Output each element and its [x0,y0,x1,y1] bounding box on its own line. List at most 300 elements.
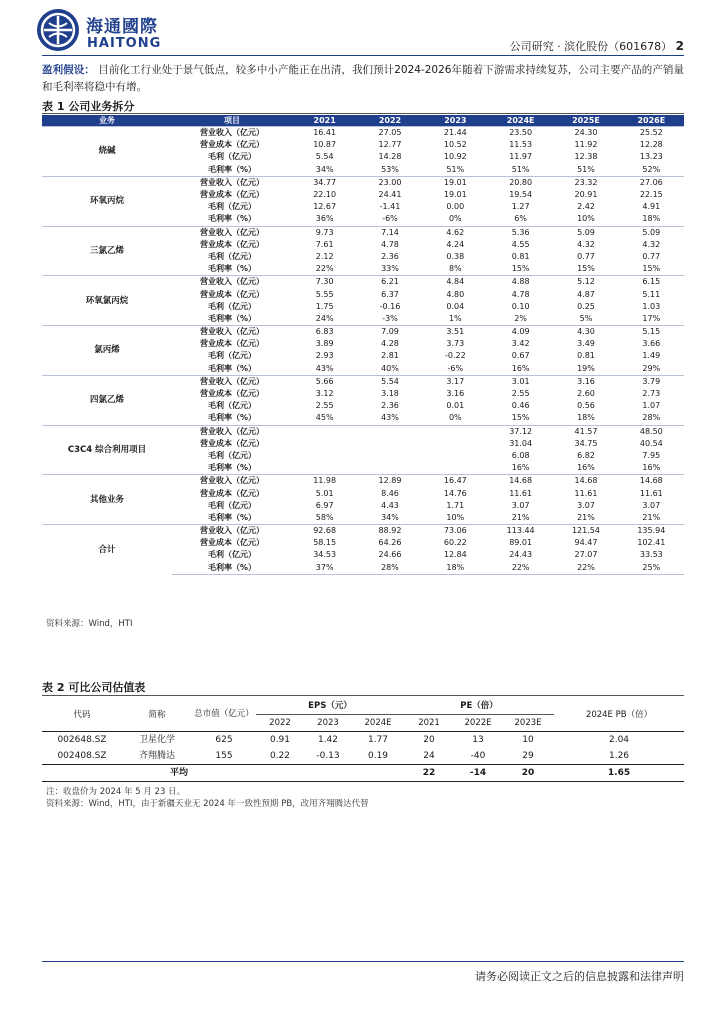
value-cell: 6.82 [577,450,595,460]
eps-value: 0.19 [352,748,404,765]
header-rule [42,55,684,56]
value-cell: 4.62 [423,226,488,239]
value-cell: 14.76 [443,488,467,498]
value-cell: 5.36 [488,226,553,239]
item-label: 毛利率（%） [207,512,256,522]
stock-name: 卫星化学 [138,735,175,745]
value-cell: 8.46 [381,488,399,498]
eps-value: -0.13 [304,748,352,765]
value-cell: 34% [381,512,399,522]
assumption-text: 目前化工行业处于景气低点，较多中小产能正在出清，我们预计2024-2026年随着下游需求持续复苏，公司主要产品的产销量和毛利率将稳中有增。 [42,64,685,93]
table1-header-row [42,115,684,127]
value-cell: 3.79 [619,375,684,388]
value-cell: 4.84 [423,276,488,289]
value-cell: 5.55 [315,289,334,299]
item-label: 营业收入（亿元） [172,425,292,438]
value-cell: 2.60 [577,389,595,399]
pe-value: 20 [423,735,435,745]
value-cell [423,425,488,438]
value-cell: 4.78 [511,289,530,299]
value-cell: 4.24 [446,239,465,249]
item-label: 毛利（亿元） [208,401,256,411]
item-label: 毛利（亿元） [208,550,256,560]
segment-name: 环氧丙烷 [42,176,172,226]
average-pb: 1.65 [554,765,684,782]
value-cell: 53% [381,164,399,174]
table-row [42,425,684,438]
segment-name: 合计 [42,525,172,575]
value-cell: 14.68 [553,475,618,488]
value-cell: 12.89 [357,475,422,488]
value-cell: 3.42 [511,339,530,349]
value-cell: 13.23 [639,152,663,162]
footer-disclaimer: 请务必阅读正文之后的信息披露和法律声明 [475,970,684,983]
item-label: 营业成本（亿元） [200,538,264,548]
value-cell: 3.49 [577,339,595,349]
value-cell: 8% [448,264,462,274]
item-label: 毛利（亿元） [208,301,256,311]
value-cell: 41.57 [553,425,618,438]
value-cell: 1.07 [642,401,661,411]
value-cell: 48.50 [619,425,684,438]
eps-value: 0.91 [269,735,291,745]
value-cell: 4.55 [511,239,530,249]
table1-caption-rule [42,113,684,114]
footer-rule [42,961,684,962]
value-cell: 45% [315,413,334,423]
value-cell: 0.77 [642,251,661,261]
value-cell: 25% [619,562,684,575]
value-cell: 4.87 [577,289,595,299]
value-cell: 5.09 [553,226,618,239]
haitong-logo [36,8,176,52]
value-cell: 6.15 [619,276,684,289]
value-cell: 16.41 [292,127,357,140]
stock-code: 002408.SZ [42,748,122,765]
haitong-logo-icon [36,8,80,52]
value-cell: 5.66 [292,375,357,388]
value-cell: 135.94 [619,525,684,538]
value-cell: 40.54 [639,438,663,448]
value-cell: 58% [315,512,334,522]
item-label: 毛利率（%） [207,413,256,423]
table1-header-cell: 2023 [423,115,488,127]
value-cell: 36% [315,214,334,224]
item-label: 营业收入（亿元） [172,375,292,388]
item-label: 毛利率（%） [207,313,256,323]
value-cell: 0.25 [577,301,595,311]
value-cell: 18% [423,562,488,575]
value-cell: 23.50 [488,127,553,140]
market-cap: 155 [192,748,256,765]
segment-name: 烧碱 [42,127,172,177]
value-cell: 4.88 [488,276,553,289]
table2-caption-rule [42,695,684,696]
item-label: 毛利率（%） [207,164,256,174]
item-label: 营业成本（亿元） [200,190,264,200]
value-cell: 94.47 [574,538,598,548]
value-cell: 121.54 [553,525,618,538]
value-cell: 6.37 [381,289,399,299]
pe-year: 2021 [404,715,454,732]
value-cell: 51% [577,164,595,174]
table-row [42,226,684,239]
value-cell: 7.14 [357,226,422,239]
value-cell: 0.56 [577,401,595,411]
value-cell: 51% [446,164,465,174]
value-cell: 21.44 [423,127,488,140]
value-cell: 11.61 [509,488,533,498]
table-row [42,326,684,339]
value-cell: 2.36 [381,251,399,261]
table-row [42,127,684,140]
value-cell: 24.41 [378,190,402,200]
value-cell: 0.46 [511,401,530,411]
value-cell: 16% [642,463,661,473]
value-cell: 3.01 [488,375,553,388]
value-cell: 60.22 [443,538,467,548]
value-cell: 11.92 [574,140,598,150]
value-cell: 37.12 [488,425,553,438]
item-label: 营业成本（亿元） [200,239,264,249]
eps-value: 1.77 [367,735,389,745]
value-cell: 10.92 [443,152,467,162]
eps-year: 2023 [304,715,352,732]
value-cell: 11.61 [639,488,663,498]
col-pb: 2024E PB（倍） [554,698,684,732]
value-cell [423,438,488,450]
item-label: 营业收入（亿元） [172,326,292,339]
value-cell: 11.61 [574,488,598,498]
table1-source: 资料来源：Wind，HTI [46,619,133,629]
value-cell: 1.75 [315,301,334,311]
table1-header-cell: 2024E [488,115,553,127]
segment-name: 环氧氯丙烷 [42,276,172,326]
value-cell: 16% [511,463,530,473]
empty-cell [256,765,304,782]
eps-year: 2024E [352,715,404,732]
value-cell: 88.92 [357,525,422,538]
table-row [42,375,684,388]
value-cell: 6.97 [315,500,334,510]
value-cell: 64.26 [378,538,402,548]
value-cell: 0.00 [446,202,465,212]
value-cell: 22.10 [313,190,337,200]
value-cell: 2.55 [315,401,334,411]
value-cell: 4.32 [642,239,661,249]
value-cell: 0.38 [446,251,465,261]
segment-name: 四氯乙烯 [42,375,172,425]
value-cell: 1.71 [446,500,465,510]
value-cell: 4.43 [381,500,399,510]
market-cap: 625 [215,735,233,745]
item-label: 毛利率（%） [207,363,256,373]
col-pe: PE（倍） [404,698,554,715]
value-cell: 18% [577,413,595,423]
header-text: 公司研究 · 滨化股份（601678） [509,40,673,53]
value-cell: 22% [553,562,618,575]
segment-name: 氯丙烯 [42,326,172,376]
value-cell: 6.08 [511,450,530,460]
value-cell: 29% [642,363,661,373]
value-cell: 4.30 [553,326,618,339]
eps-value: 0.22 [256,748,304,765]
value-cell: 2.36 [381,401,399,411]
table2-source: 资料来源：Wind，HTI，由于新疆天业无 2024 年一致性预期 PB，改用齐翔腾达代替 [46,799,369,809]
value-cell: 3.16 [446,389,465,399]
value-cell: 5.01 [315,488,334,498]
value-cell: 25.52 [619,127,684,140]
value-cell: 21% [511,512,530,522]
brand-name-cn: 海通國際 [86,17,158,37]
segment-name: C3C4 综合利用项目 [42,425,172,475]
value-cell: 43% [315,363,334,373]
value-cell: 113.44 [488,525,553,538]
item-label: 营业成本（亿元） [200,438,264,448]
value-cell: 24.43 [509,550,533,560]
pe-value: 10 [522,735,534,745]
profit-assumption [42,62,684,96]
table2-caption: 表 2 可比公司估值表 [42,681,146,694]
value-cell: 27.05 [357,127,422,140]
value-cell: 73.06 [423,525,488,538]
value-cell: 4.09 [488,326,553,339]
valuation-table [42,698,684,782]
value-cell [357,450,422,462]
value-cell: 3.07 [642,500,661,510]
value-cell: 14.68 [619,475,684,488]
value-cell: 2.73 [642,389,661,399]
value-cell: 27.07 [574,550,598,560]
value-cell: 4.28 [381,339,399,349]
value-cell: 58.15 [313,538,337,548]
value-cell: 3.16 [553,375,618,388]
item-label: 营业收入（亿元） [172,226,292,239]
value-cell [292,450,357,462]
value-cell: 28% [357,562,422,575]
table1-header-cell: 2025E [553,115,618,127]
value-cell: 16% [511,363,530,373]
value-cell: -1.41 [379,202,401,212]
value-cell: 17% [642,313,661,323]
item-label: 营业收入（亿元） [172,276,292,289]
value-cell [423,450,488,462]
value-cell: 4.78 [381,239,399,249]
pb-value: 1.26 [554,748,684,765]
value-cell: 15% [511,264,530,274]
item-label: 营业成本（亿元） [200,339,264,349]
value-cell: 5% [579,313,593,323]
value-cell: 5.11 [642,289,661,299]
item-label: 营业成本（亿元） [200,389,264,399]
item-label: 毛利率（%） [207,214,256,224]
table1-header-cell: 2022 [357,115,422,127]
value-cell: 7.95 [642,450,661,460]
item-label: 营业成本（亿元） [200,289,264,299]
pe-value: 13 [472,735,484,745]
value-cell: 0% [448,214,462,224]
value-cell: 18% [642,214,661,224]
value-cell: 6.83 [292,326,357,339]
table-row [42,176,684,189]
value-cell: 4.80 [446,289,465,299]
pe-value: 24 [404,748,454,765]
average-row [42,765,684,782]
value-cell: 92.68 [292,525,357,538]
pe-year: 2023E [502,715,554,732]
value-cell: -6% [382,214,398,224]
value-cell: 28% [642,413,661,423]
value-cell: 19.01 [423,176,488,189]
value-cell: 5.54 [315,152,334,162]
value-cell: -0.22 [444,351,466,361]
value-cell: 24% [315,313,334,323]
col-market-cap: 总市值（亿元） [192,698,256,732]
value-cell: 15% [577,264,595,274]
value-cell: 19.01 [443,190,467,200]
value-cell: 0.01 [446,401,465,411]
table1-header-cell: 业务 [42,115,172,127]
value-cell: 4.91 [642,202,661,212]
item-label: 毛利（亿元） [208,500,256,510]
brand-name-en: HAITONG [87,36,162,51]
value-cell: 43% [381,413,399,423]
value-cell: 12.84 [443,550,467,560]
value-cell: 0.81 [511,251,530,261]
col-name: 简称 [122,698,192,732]
value-cell: 2% [514,313,527,323]
value-cell: 9.73 [292,226,357,239]
value-cell: 0.10 [511,301,530,311]
value-cell: 34.53 [313,550,337,560]
col-code: 代码 [42,698,122,732]
value-cell: 3.07 [577,500,595,510]
empty-cell [304,765,352,782]
value-cell: 11.98 [292,475,357,488]
value-cell: -0.16 [379,301,401,311]
value-cell: 14.68 [488,475,553,488]
value-cell: 40% [381,363,399,373]
value-cell: 6% [514,214,527,224]
value-cell: 1.27 [511,202,530,212]
value-cell: 102.41 [637,538,666,548]
value-cell: 3.66 [642,339,661,349]
value-cell [292,462,357,475]
col-eps: EPS（元） [256,698,404,715]
value-cell: 21% [642,512,661,522]
item-label: 毛利率（%） [172,562,292,575]
pb-value: 2.04 [608,735,630,745]
eps-value: 1.42 [317,735,339,745]
segment-name: 其他业务 [42,475,172,525]
value-cell: 34% [315,164,334,174]
value-cell: 33.53 [639,550,663,560]
value-cell: 12.77 [378,140,402,150]
value-cell: 16% [577,463,595,473]
average-label: 平均 [42,765,256,782]
value-cell [292,425,357,438]
table1-header-cell: 项目 [172,115,292,127]
pe-value: 29 [502,748,554,765]
item-label: 毛利（亿元） [208,450,256,460]
value-cell: 5.09 [619,226,684,239]
value-cell: 12.38 [574,152,598,162]
item-label: 营业收入（亿元） [172,525,292,538]
item-label: 毛利率（%） [207,463,256,473]
value-cell: 7.61 [315,239,334,249]
value-cell: 0.67 [511,351,530,361]
value-cell: 2.12 [315,251,334,261]
value-cell: 1.49 [642,351,661,361]
item-label: 营业收入（亿元） [172,127,292,140]
value-cell: 33% [381,264,399,274]
assumption-label: 盈利假设： [42,64,95,76]
value-cell: 31.04 [509,438,533,448]
value-cell: 10% [577,214,595,224]
value-cell [357,462,422,475]
value-cell: 51% [511,164,530,174]
value-cell: 5.12 [553,276,618,289]
value-cell [292,438,357,450]
stock-code: 002648.SZ [57,735,107,745]
value-cell: 1.03 [642,301,661,311]
item-label: 毛利（亿元） [208,152,256,162]
value-cell: 10.52 [443,140,467,150]
pe-value: -40 [454,748,502,765]
value-cell: 89.01 [509,538,533,548]
value-cell: 7.09 [357,326,422,339]
value-cell: 21% [577,512,595,522]
value-cell [357,438,422,450]
item-label: 营业成本（亿元） [200,488,264,498]
value-cell: 11.53 [509,140,533,150]
table1-header-cell: 2026E [619,115,684,127]
value-cell: 2.55 [511,389,530,399]
table1-header-cell: 2021 [292,115,357,127]
value-cell: 24.30 [553,127,618,140]
value-cell: 10.87 [313,140,337,150]
value-cell: 10% [446,512,465,522]
value-cell: 20.91 [574,190,598,200]
value-cell: 23.32 [553,176,618,189]
table2-note: 注：收盘价为 2024 年 5 月 23 日。 [46,787,186,797]
value-cell [357,425,422,438]
value-cell: 20.80 [488,176,553,189]
table-row [42,732,684,749]
table-row [42,475,684,488]
average-pe: 22 [404,765,454,782]
average-pe: 20 [502,765,554,782]
value-cell: 2.93 [315,351,334,361]
value-cell: 3.89 [315,339,334,349]
item-label: 营业收入（亿元） [172,475,292,488]
value-cell: 34.75 [574,438,598,448]
business-breakdown-table [42,115,684,575]
value-cell: 2.81 [381,351,399,361]
value-cell: 15% [511,413,530,423]
value-cell: 27.06 [619,176,684,189]
value-cell: 4.32 [577,239,595,249]
value-cell: 22% [315,264,334,274]
value-cell: 0% [448,413,462,423]
value-cell: 14.28 [378,152,402,162]
value-cell: 24.66 [378,550,402,560]
table2-header-row-1 [42,698,684,715]
table-row [42,525,684,538]
value-cell: 19% [577,363,595,373]
value-cell: 37% [292,562,357,575]
value-cell: 0.81 [577,351,595,361]
